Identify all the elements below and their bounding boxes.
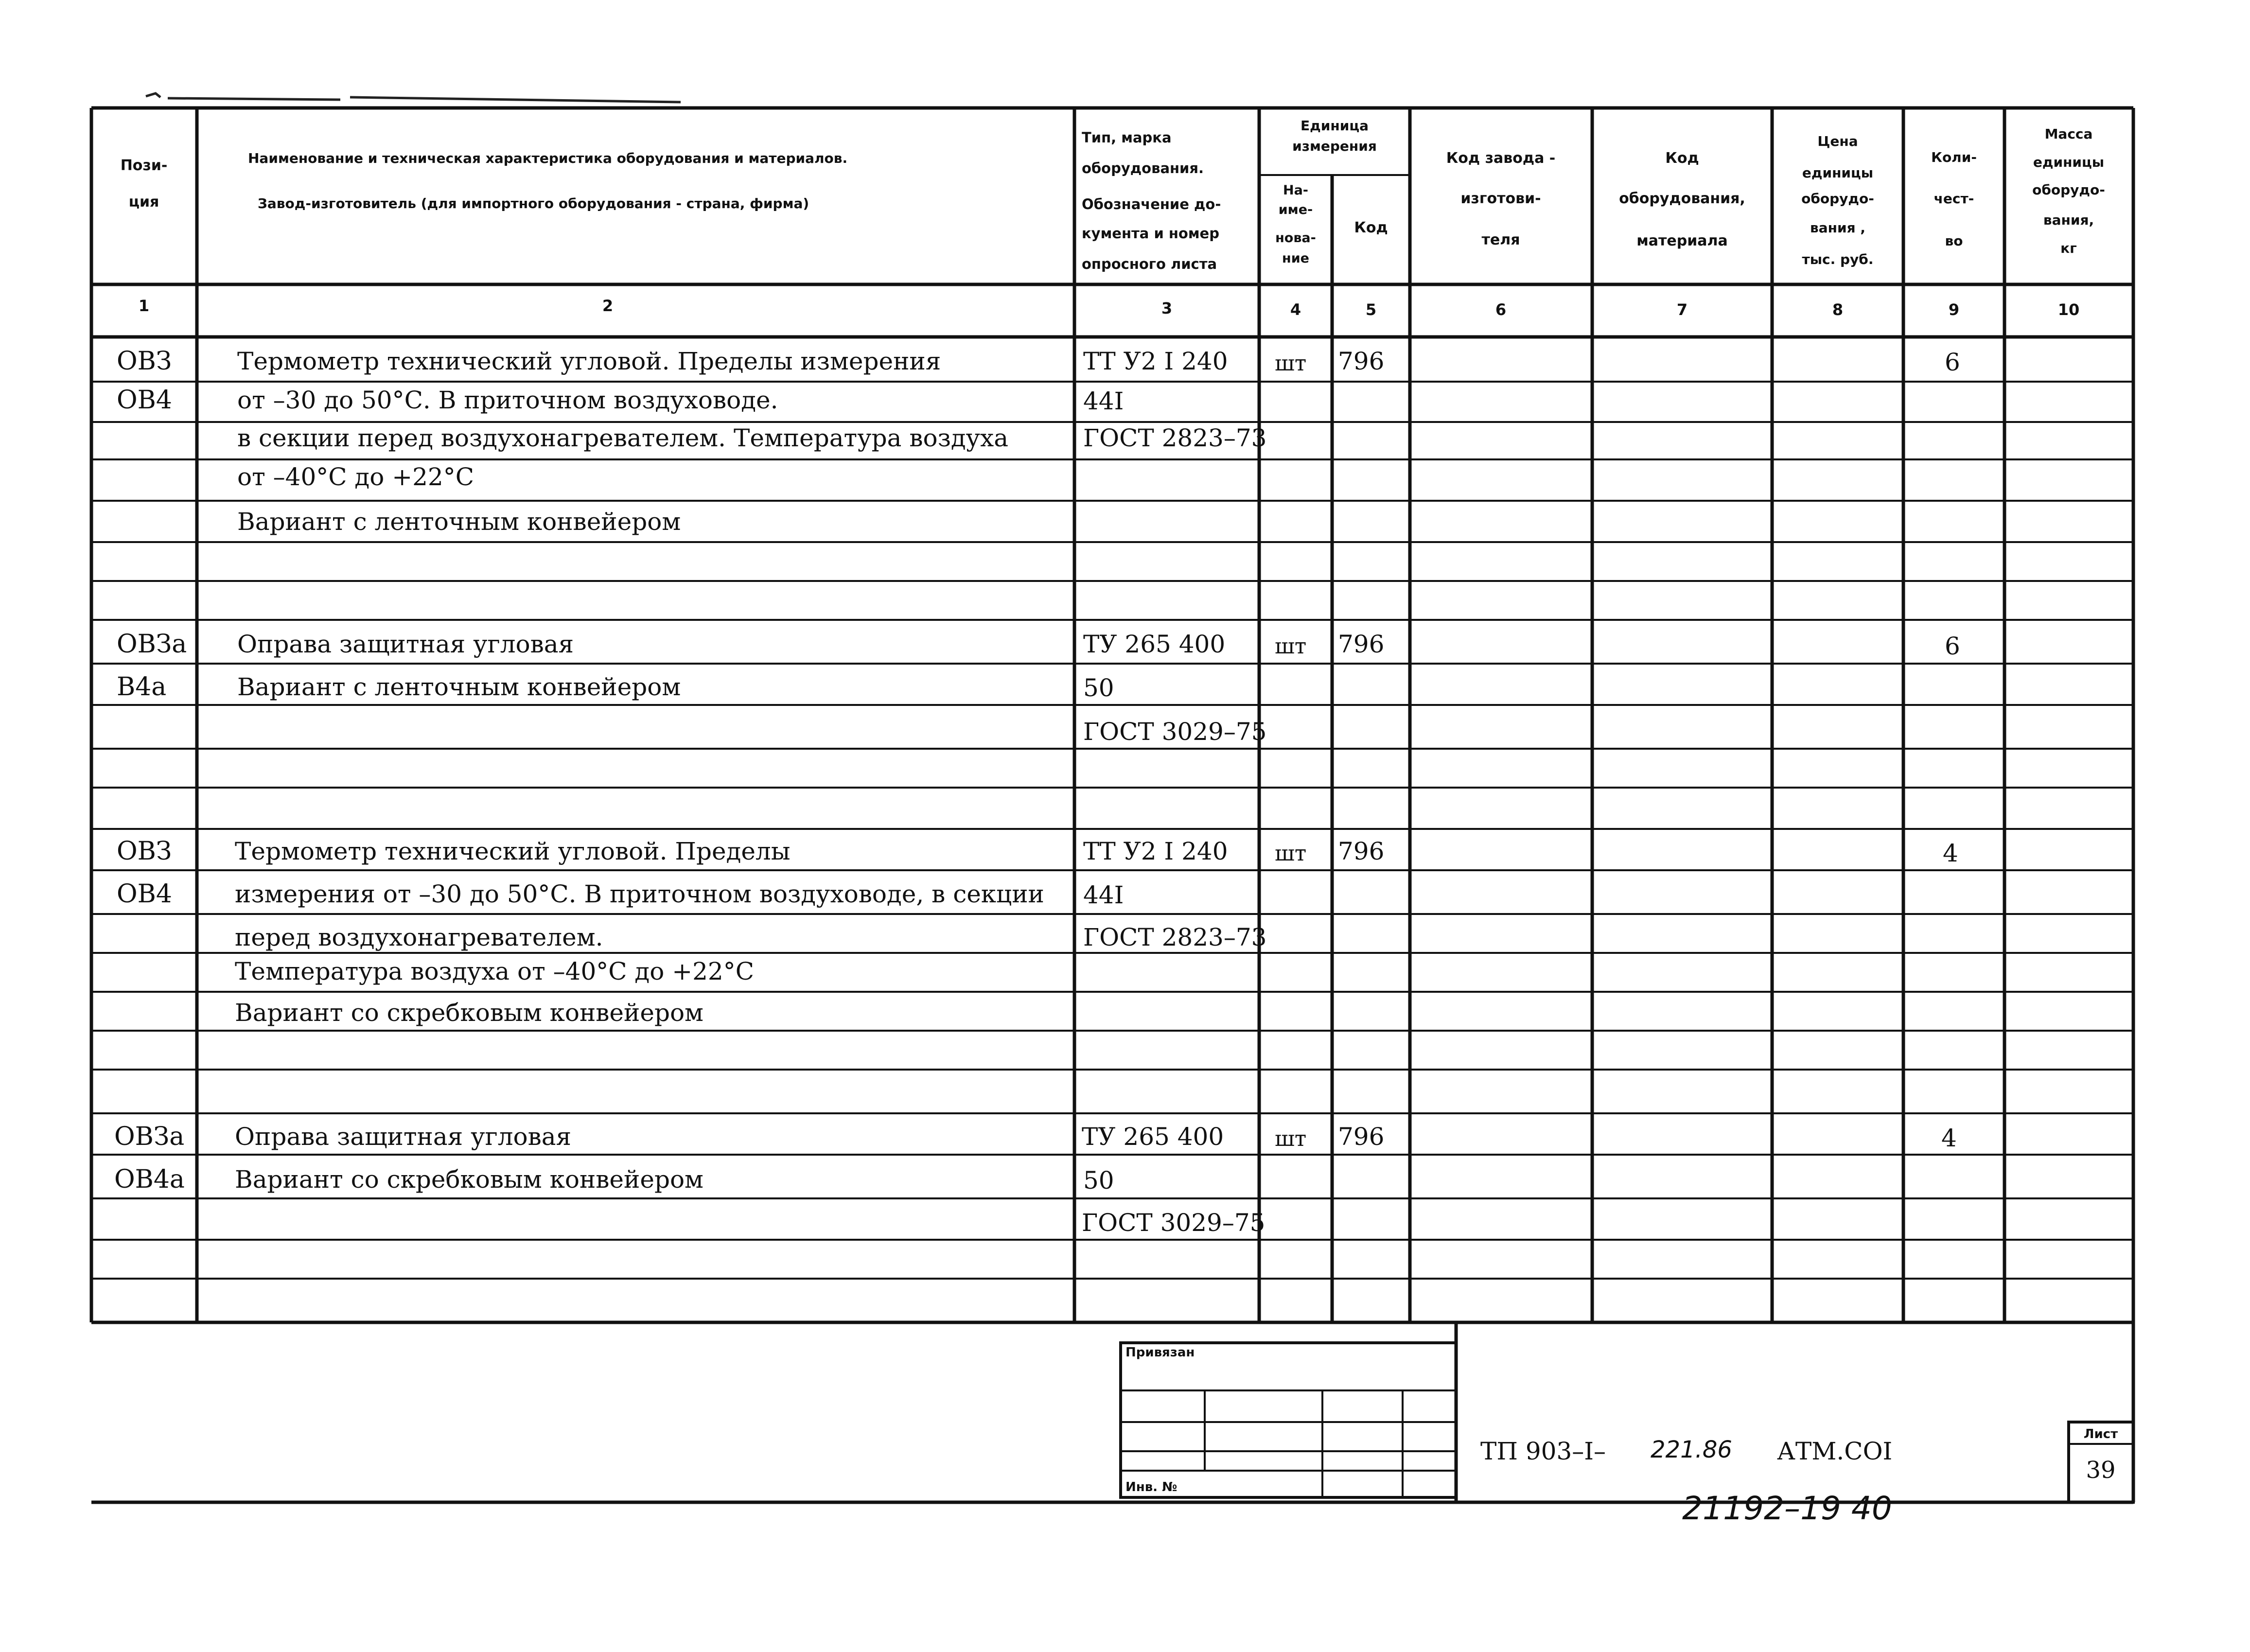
row-position: ОВЗ bbox=[117, 837, 172, 866]
header-col4-line4: ние bbox=[1282, 251, 1309, 266]
header-col6-line1: Код завода - bbox=[1446, 150, 1556, 167]
column-number-row bbox=[139, 297, 2079, 319]
header-col4-line3: нова- bbox=[1275, 230, 1316, 246]
footer-handwritten-number: 21192–19 40 bbox=[1682, 1490, 1892, 1527]
stamp-document-code-handwritten: 221.86 bbox=[1651, 1436, 1732, 1463]
column-number-9: 9 bbox=[1948, 300, 1960, 319]
column-number-8: 8 bbox=[1832, 300, 1844, 319]
row-type: ГОСТ 3029–75 bbox=[1083, 718, 1267, 746]
row-quantity: 4 bbox=[1943, 839, 1958, 867]
row-unit: шт bbox=[1275, 841, 1307, 866]
column-number-3: 3 bbox=[1161, 299, 1173, 317]
row-type: ТТ У2 I 240 bbox=[1083, 347, 1228, 375]
row-description: перед воздухонагревателем. bbox=[235, 923, 603, 951]
row-unit-code: 796 bbox=[1338, 837, 1385, 865]
row-description: Термометр технический угловой. Пределы bbox=[235, 837, 791, 865]
row-description: Вариант с ленточным конвейером bbox=[237, 673, 681, 701]
row-description: Температура воздуха от –40°С до +22°С bbox=[235, 957, 754, 985]
stamp-sheet-label: Лист bbox=[2083, 1427, 2118, 1441]
row-description: от –30 до 50°С. В приточном воздуховоде. bbox=[237, 386, 778, 414]
row-unit-code: 796 bbox=[1338, 347, 1385, 375]
header-unit-line1: Единица bbox=[1301, 118, 1369, 134]
row-description: Оправа защитная угловая bbox=[235, 1123, 572, 1151]
header-unit-line2: измерения bbox=[1292, 138, 1377, 154]
row-description: Вариант с ленточным конвейером bbox=[237, 508, 681, 536]
stamp-sheet-number: 39 bbox=[2086, 1457, 2116, 1484]
row-unit: шт bbox=[1275, 634, 1307, 659]
row-type: ГОСТ 2823–73 bbox=[1083, 923, 1267, 951]
row-position: В4а bbox=[117, 672, 167, 702]
row-quantity: 6 bbox=[1945, 632, 1960, 660]
stamp-inventory-number: Инв. № bbox=[1125, 1480, 1178, 1494]
header-col1-line1: Пози- bbox=[120, 157, 168, 174]
column-number-2: 2 bbox=[602, 297, 614, 315]
row-unit-code: 796 bbox=[1338, 630, 1385, 658]
header-col5: Код bbox=[1354, 219, 1388, 236]
header-col6-line2: изготови- bbox=[1460, 190, 1541, 207]
row-description: в секции перед воздухонагревателем. Температура воздуха bbox=[237, 424, 1009, 452]
header-col2-line2: Завод-изготовитель (для импортного оборудования - страна, фирма) bbox=[258, 195, 809, 211]
row-type: 50 bbox=[1083, 674, 1114, 702]
row-description: измерения от –30 до 50°С. В приточном воздуховоде, в секции bbox=[235, 880, 1044, 908]
header-col10-line3: оборудо- bbox=[2032, 182, 2105, 198]
stamp-privyazan: Привязан bbox=[1125, 1345, 1195, 1360]
header-col9-line1: Коли- bbox=[1931, 149, 1977, 165]
row-type: 44I bbox=[1083, 881, 1124, 909]
header-col8-line4: вания , bbox=[1810, 220, 1865, 236]
row-type: 50 bbox=[1083, 1166, 1114, 1195]
row-position: ОВЗа bbox=[117, 630, 187, 659]
header-col10-line2: единицы bbox=[2033, 154, 2105, 170]
stamp-document-code: ТП 903–I– bbox=[1480, 1437, 1606, 1465]
header-col1-line2: ция bbox=[128, 193, 159, 211]
corner-scribble bbox=[146, 93, 681, 102]
header-col7-line1: Код bbox=[1665, 150, 1699, 167]
row-type: 44I bbox=[1083, 387, 1124, 415]
table-body bbox=[114, 347, 1960, 1237]
row-quantity: 6 bbox=[1945, 348, 1960, 376]
row-position: ОВЗ bbox=[117, 347, 172, 376]
row-description: от –40°С до +22°С bbox=[237, 463, 474, 491]
row-description: Оправа защитная угловая bbox=[237, 630, 574, 658]
title-stamp bbox=[1121, 1322, 2133, 1502]
header-col3-line3: Обозначение до- bbox=[1082, 196, 1221, 212]
header-col8-line3: оборудо- bbox=[1801, 191, 1874, 207]
row-unit: шт bbox=[1275, 1126, 1307, 1151]
table-grid bbox=[91, 108, 2133, 1502]
row-type: ГОСТ 3029–75 bbox=[1082, 1209, 1266, 1237]
column-number-10: 10 bbox=[2057, 300, 2080, 319]
row-type: ТУ 265 400 bbox=[1083, 630, 1226, 658]
header-col10-line1: Масса bbox=[2044, 126, 2093, 142]
header-col3-line5: опросного листа bbox=[1082, 256, 1217, 272]
column-number-5: 5 bbox=[1365, 300, 1377, 319]
header-col9-line3: во bbox=[1945, 233, 1963, 249]
row-position: ОВ4а bbox=[114, 1165, 185, 1194]
header-col8-line1: Цена bbox=[1817, 133, 1858, 149]
header-col2-line1: Наименование и техническая характеристика оборудования и материалов. bbox=[248, 150, 848, 166]
row-description: Вариант со скребковым конвейером bbox=[235, 1165, 703, 1194]
header-col4-line2: име- bbox=[1278, 202, 1313, 217]
column-number-1: 1 bbox=[138, 297, 150, 315]
header-col8-line2: единицы bbox=[1802, 165, 1874, 181]
header-col6-line3: теля bbox=[1481, 231, 1520, 248]
header-col7-line3: материала bbox=[1636, 232, 1728, 249]
header-col4-line1: На- bbox=[1283, 183, 1309, 198]
row-type: ТУ 265 400 bbox=[1082, 1123, 1224, 1151]
header-col10-line4: вания, bbox=[2043, 212, 2094, 228]
header-col7-line2: оборудования, bbox=[1619, 190, 1745, 207]
row-quantity: 4 bbox=[1941, 1124, 1957, 1152]
column-number-6: 6 bbox=[1495, 300, 1507, 319]
row-type: ГОСТ 2823–73 bbox=[1083, 424, 1267, 452]
header-col3-line4: кумента и номер bbox=[1082, 225, 1219, 242]
table-header bbox=[121, 118, 2105, 272]
stamp-document-suffix: АТМ.COI bbox=[1777, 1437, 1893, 1465]
header-col3-line1: Тип, марка bbox=[1082, 129, 1172, 146]
row-type: ТТ У2 I 240 bbox=[1083, 837, 1228, 865]
column-number-7: 7 bbox=[1676, 300, 1688, 319]
row-position: ОВ4 bbox=[117, 879, 172, 909]
row-description: Термометр технический угловой. Пределы измерения bbox=[237, 347, 941, 375]
header-col10-line5: кг bbox=[2060, 240, 2077, 256]
row-position: ОВЗа bbox=[114, 1122, 185, 1151]
row-unit-code: 796 bbox=[1338, 1123, 1385, 1151]
row-unit: шт bbox=[1275, 351, 1307, 376]
header-col9-line2: чест- bbox=[1934, 191, 1974, 207]
column-number-4: 4 bbox=[1290, 300, 1301, 319]
row-position: ОВ4 bbox=[117, 386, 172, 415]
header-col3-line2: оборудования. bbox=[1082, 160, 1204, 176]
header-col8-line5: тыс. руб. bbox=[1802, 251, 1874, 267]
row-description: Вариант со скребковым конвейером bbox=[235, 999, 703, 1027]
